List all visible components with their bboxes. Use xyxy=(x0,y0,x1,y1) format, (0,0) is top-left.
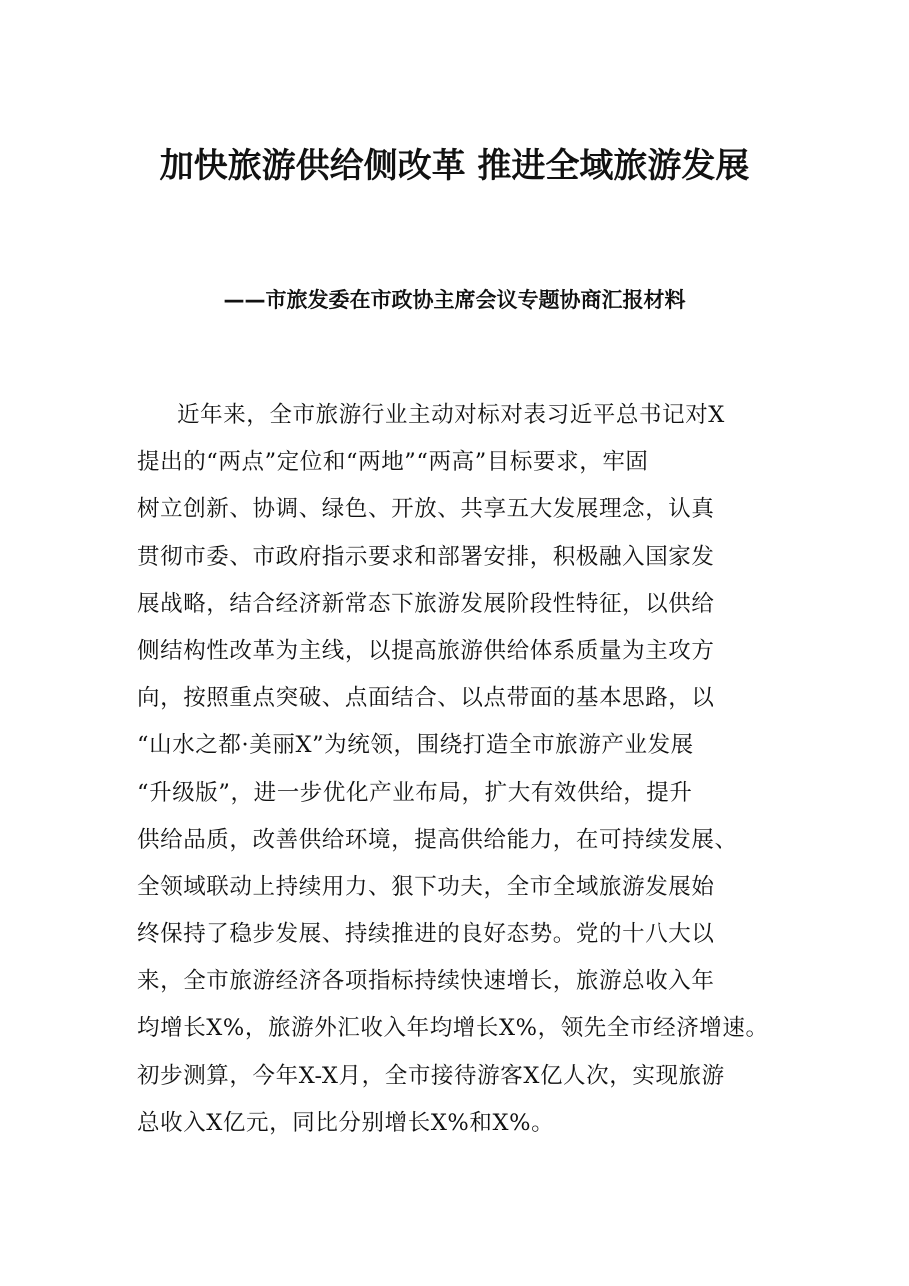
paragraph-line: 来，全市旅游经济各项指标持续快速增长，旅游总收入年 xyxy=(137,968,715,995)
paragraph-line: 终保持了稳步发展、持续推进的良好态势。党的十八大以 xyxy=(137,921,715,948)
paragraph-line: 近年来，全市旅游行业主动对标对表习近平总书记对X xyxy=(177,402,725,428)
paragraph-line: 树立创新、协调、绿色、开放、共享五大发展理念，认真 xyxy=(137,496,715,523)
document-subtitle: ——市旅发委在市政协主席会议专题协商汇报材料 xyxy=(223,288,686,312)
paragraph-line: 全领域联动上持续用力、狠下功夫，全市全域旅游发展始 xyxy=(137,873,715,900)
document-title: 加快旅游供给侧改革 推进全域旅游发展 xyxy=(159,146,750,186)
paragraph-line: 展战略，结合经济新常态下旅游发展阶段性特征，以供给 xyxy=(137,590,715,617)
paragraph-line: 贯彻市委、市政府指示要求和部署安排，积极融入国家发 xyxy=(137,543,715,570)
paragraph-line: “升级版”，进一步优化产业布局，扩大有效供给，提升 xyxy=(137,779,693,806)
paragraph-line: 供给品质，改善供给环境，提高供给能力，在可持续发展、 xyxy=(137,826,738,853)
paragraph-line: 向，按照重点突破、点面结合、以点带面的基本思路，以 xyxy=(137,685,715,712)
paragraph-line: 侧结构性改革为主线，以提高旅游供给体系质量为主攻方 xyxy=(137,637,715,664)
paragraph-line: “山水之都·美丽X”为统领，围绕打造全市旅游产业发展 xyxy=(137,732,694,759)
body-paragraph xyxy=(137,392,777,1147)
paragraph-line: 总收入X亿元，同比分别增长X%和X%。 xyxy=(137,1109,555,1136)
paragraph-line: 提出的“两点”定位和“两地”“两高”目标要求，牢固 xyxy=(137,449,649,476)
paragraph-line: 初步测算，今年X-X月，全市接待游客X亿人次，实现旅游 xyxy=(137,1062,725,1089)
paragraph-line: 均增长X%，旅游外汇收入年均增长X%，领先全市经济增速。 xyxy=(137,1015,769,1042)
